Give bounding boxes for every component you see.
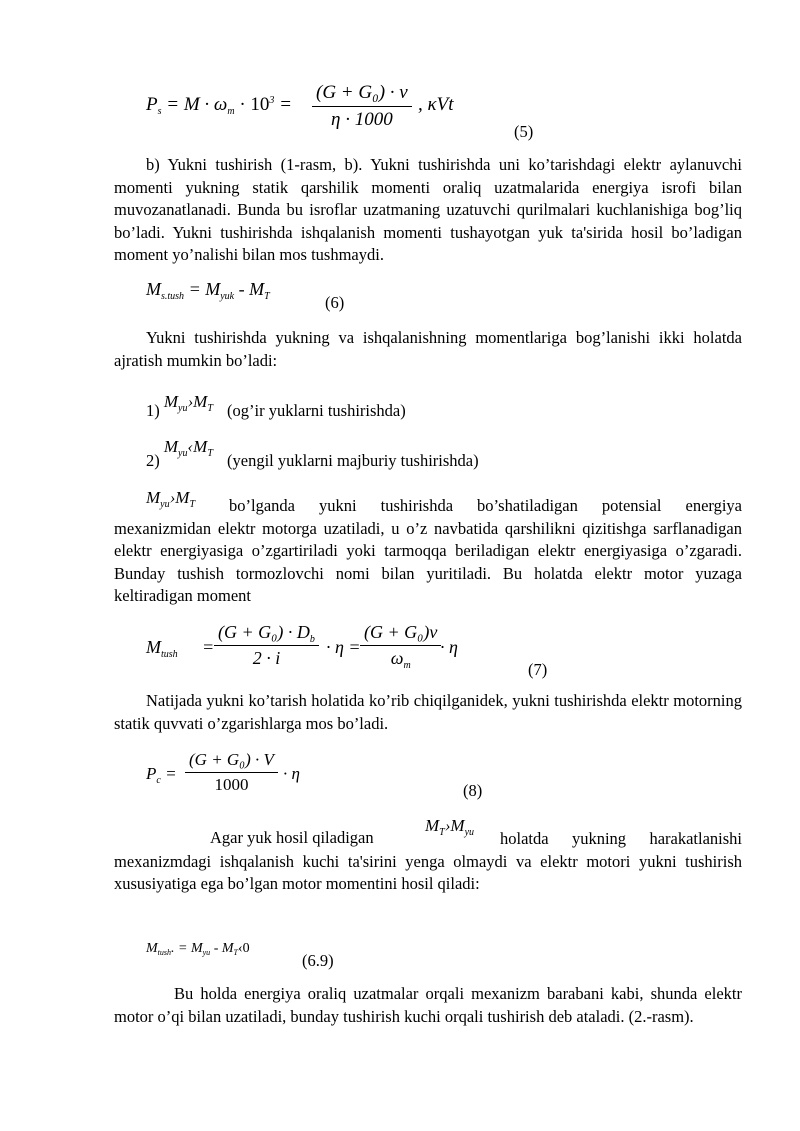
eq7-fraction-2 (360, 622, 441, 669)
eq6-lhs-sub: s.tush (161, 291, 185, 302)
eq7-num1: (G + G₀) · D (218, 622, 310, 642)
eq7-tail: · η (440, 637, 458, 657)
eq7-den2-sub: m (403, 660, 411, 671)
eq7-lhs: M (146, 637, 161, 657)
eq69-number: (6.9) (302, 951, 334, 970)
case-2 (146, 437, 479, 470)
eq5-pow-sup: 3 (269, 95, 275, 106)
eq5-unit: , κVt (418, 94, 454, 115)
eq69-lhs: M (146, 941, 158, 956)
eq6-lhs: M (146, 279, 161, 299)
eq7-num2: (G + G₀)v (364, 622, 438, 642)
agar-sub2: yu (464, 827, 475, 838)
agar-op: ›M (444, 816, 465, 835)
eq7-equals: = (202, 637, 215, 657)
cond-sub: yu (160, 499, 170, 510)
paragraph-natijada: Natijada yukni ko’tarish holatida ko’rib chiqilganidek, yukni tushirishda elektr motorning statik quvvati o’zgarishlarga mos bo’ladi. (114, 691, 742, 733)
cond-op: ›M (169, 488, 190, 507)
eq8-lhs-sub: c (156, 775, 161, 786)
case1-m: M (163, 392, 179, 411)
paragraph-b: b) Yukni tushirish (1-rasm, b). Yukni tushirishda uni ko’tarishdagi elektr aylanuvchi momenti yukning statik qarshilik momenti oraliq uzatmalarida energiya isrofi bilan muvozanatlanadi. Bunda bu isroflar uzatmaning uzatuvchi qurilmalari kuchlanishiga bog’liq bo’ladi. Yukni tushirishda ishqalanish momenti tushayotgan yuk ta'sirida hosil bo’ladigan moment yo’nalishi bilan mos tushmaydi. (114, 155, 742, 264)
eq69-tail: ‹0 (237, 941, 250, 956)
paragraph-agar: holatda yukning harakatlanishi mexanizmdagi ishqalanish kuchi ta'sirini yenga olmaydi va elektr motori yukni tushirish xususiyatiga ega bo’lgan motor momentini hosil qiladi: (114, 829, 742, 893)
paragraph-two-cases: Yukni tushirishda yukning va ishqalanishning momentlariga bog’lanishi ikki holatda ajratish mumkin bo’ladi: (114, 328, 742, 370)
eq7-num1-sub: b (309, 634, 315, 645)
eq5-fraction (312, 82, 412, 131)
eq8-lhs: P (146, 764, 157, 783)
eq69-mid-sub: yu (202, 948, 211, 957)
eq6-minus: - M (238, 279, 265, 299)
paragraph-last: Bu holda energiya oraliq uzatmalar orqali mexanizm barabani kabi, shunda elektr motor o’qi bilan uzatiladi, bunday tushirish kuchi orqali tushirish deb ataladi. (2.-rasm). (114, 984, 742, 1026)
eq6-t-sub: T (264, 291, 270, 302)
eq5-number: (5) (514, 122, 534, 141)
equation-5 (146, 94, 292, 116)
case1-number: 1) (146, 401, 160, 420)
case2-text: (yengil yuklarni majburiy tushirishda) (227, 451, 479, 470)
case-1 (146, 392, 406, 420)
eq8-numerator: (G + G₀) · V (189, 750, 274, 769)
eq7-den1: 2 · i (252, 648, 281, 668)
eq8-fraction (185, 750, 278, 795)
eq5-lhs: P (146, 94, 158, 115)
eq5-numerator: (G + G₀) · v (316, 82, 408, 103)
eq69-mid: . = M (171, 941, 203, 956)
equation-6 (146, 279, 270, 300)
eq5-equals: = (279, 94, 292, 115)
eq8-denominator: 1000 (214, 775, 249, 794)
equation-6-9 (146, 941, 250, 957)
eq5-mid-sub: m (227, 106, 235, 117)
eq8-tail: · η (283, 764, 300, 783)
agar-m: M (425, 816, 440, 835)
eq7-number: (7) (528, 660, 548, 679)
eq5-mid: = M · ω (166, 94, 228, 115)
case2-m: M (163, 437, 179, 456)
case1-sub: yu (178, 403, 188, 414)
eq6-equals: = M (188, 279, 221, 299)
eq7-den2: ω (390, 648, 404, 668)
case2-op: ‹M (187, 437, 208, 456)
equation-7 (146, 637, 178, 658)
eq7-lhs-sub: tush (161, 649, 178, 660)
eq8-number: (8) (463, 781, 483, 800)
cond-m: M (146, 488, 161, 507)
case2-sub2: T (207, 448, 213, 459)
case1-sub2: T (207, 403, 213, 414)
eq7-fraction-1 (214, 622, 319, 669)
eq69-lhs-sub: tush (157, 948, 172, 957)
case2-number: 2) (146, 451, 160, 470)
agar-start: Agar yuk hosil qiladigan (210, 828, 374, 847)
cond-sub2: T (189, 499, 196, 510)
eq69-t-sub: T (233, 948, 238, 957)
eq5-denominator: η · 1000 (331, 109, 393, 130)
eq69-minus: - M (213, 941, 234, 956)
eq6-yuk-sub: yuk (220, 291, 235, 302)
case2-sub: yu (178, 448, 188, 459)
case1-text: (og’ir yuklarni tushirishda) (227, 401, 406, 420)
eq7-mid: · η = (326, 637, 361, 657)
eq5-lhs-sub: s (157, 106, 162, 117)
paragraph-condition: bo’lganda yukni tushirishda bo’shatiladigan potensial energiya mexanizmidan elektr motorga uzatiladi, u o’z navbatida qarshilikni qizitishga sarflanadigan elektr energiyasiga o’zgartiriladi yoki tarmoqqa beriladigan elektr energiyasiga o’zgaradi. Bunday tushish tormozlovchi nomi bilan yuritiladi. Bu holatda elektr motor yuzaga keltiradigan moment (114, 496, 742, 605)
eq6-number: (6) (325, 293, 345, 312)
eq8-equals: = (165, 764, 177, 783)
case1-op: ›M (187, 392, 208, 411)
equation-8 (146, 764, 177, 784)
agar-sub: T (439, 827, 445, 838)
eq5-pow: · 10 (239, 94, 270, 115)
